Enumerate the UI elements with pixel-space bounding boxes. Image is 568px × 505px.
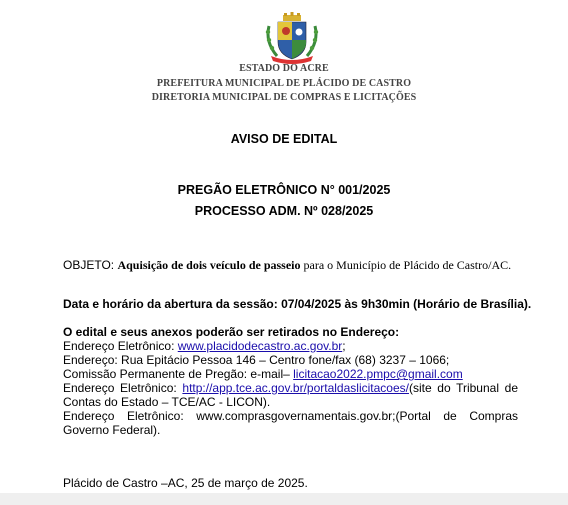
site-label: Endereço Eletrônico: — [63, 339, 178, 353]
site-link[interactable]: www.placidodecastro.ac.gov.br — [177, 339, 343, 353]
session-datetime: Data e horário da abertura da sessão: 07/04/2025 às 9h30min (Horário de Brasília). — [63, 297, 532, 311]
commission-label: Comissão Permanente de Pregão: e-mail– — [63, 367, 294, 381]
header-state: ESTADO DO ACRE — [239, 63, 329, 74]
processo-number: PROCESSO ADM. Nº 028/2025 — [194, 204, 374, 218]
objeto-paragraph — [63, 258, 511, 273]
tce-link[interactable]: http://app.tce.ac.gov.br/portaldaslicitacoes/ — [182, 381, 409, 395]
tce-suffix: (site do Tribunal de — [408, 381, 519, 395]
place-date: Plácido de Castro –AC, 25 de março de 2025. — [63, 476, 308, 490]
objeto-bold: Aquisição de dois veículo de passeio — [117, 258, 301, 272]
site-line — [63, 339, 346, 353]
header-diretoria: DIRETORIA MUNICIPAL DE COMPRAS E LICITAÇÕES — [151, 92, 417, 103]
tce-label: Endereço Eletrônico: — [63, 381, 183, 395]
gov-line-2: Governo Federal). — [63, 423, 161, 437]
edital-heading: O edital e seus anexos poderão ser retirados no Endereço: — [63, 325, 400, 339]
notice-title: AVISO DE EDITAL — [230, 132, 338, 146]
pregao-number: PREGÃO ELETRÔNICO N° 001/2025 — [177, 183, 391, 197]
gov-line: Endereço Eletrônico: www.comprasgovernamentais.gov.br;(Portal de Compras — [63, 409, 518, 423]
commission-line — [63, 367, 463, 381]
header-prefeitura: PREFEITURA MUNICIPAL DE PLÁCIDO DE CASTRO — [156, 78, 412, 89]
objeto-label: OBJETO: — [63, 258, 118, 272]
tce-line — [63, 381, 518, 395]
objeto-rest: para o Município de Plácido de Castro/AC. — [300, 258, 512, 272]
commission-email-link[interactable]: licitacao2022.pmpc@gmail.com — [293, 367, 463, 381]
page-bottom-edge — [0, 493, 568, 505]
site-suffix: ; — [342, 339, 346, 353]
address-line: Endereço: Rua Epitácio Pessoa 146 – Centro fone/fax (68) 3237 – 1066; — [63, 353, 450, 367]
tce-line-2: Contas do Estado – TCE/AC - LICON). — [63, 395, 271, 409]
coat-of-arms-icon — [263, 12, 321, 64]
